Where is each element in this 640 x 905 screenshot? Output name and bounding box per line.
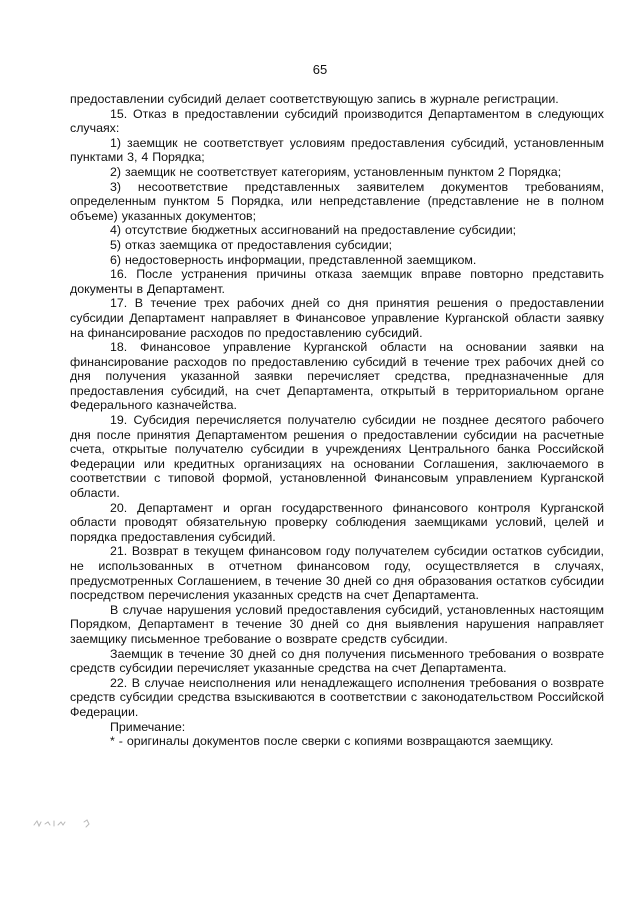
list-item-3: 3) несоответствие представленных заявителем документов требованиям, определенным пунктом 5 Порядка, или непредставление (представление не в полном объеме) указанных документов;	[70, 179, 604, 223]
paragraph-21-violation: В случае нарушения условий предоставления субсидий, установленных настоящим Порядком, Департамент в течение 30 дней со дня выявления нарушения направляет заемщику письменное требование о возврате средств субсидии.	[70, 602, 604, 646]
page-number: 65	[312, 62, 328, 77]
paragraph-16: 16. После устранения причины отказа заемщик вправе повторно представить документы в Департамент.	[70, 267, 604, 296]
list-item-6: 6) недостоверность информации, представленной заемщиком.	[110, 252, 477, 267]
paragraph-18: 18. Финансовое управление Курганской области на основании заявки на финансирование расходов по предоставлению субсидий в течение трех рабочих дней со дня получения указанной заявки перечисляет средства, предназначенные для предоставления субсидий, на счет Департамента, открытый в территориальном органе Федерального казначейства.	[70, 340, 604, 413]
paragraph-15: 15. Отказ в предоставлении субсидий производится Департаментом в следующих случаях:	[70, 106, 604, 136]
note-text: * - оригиналы документов после сверки с копиями возвращаются заемщику.	[110, 734, 554, 749]
paragraph-20: 20. Департамент и орган государственного финансового контроля Курганской области проводят обязательную проверку соблюдения заемщиками условий, целей и порядка предоставления субсидий.	[70, 500, 604, 544]
list-item-2: 2) заемщик не соответствует категориям, установленным пунктом 2 Порядка;	[110, 164, 562, 179]
paragraph-19: 19. Субсидия перечисляется получателю субсидии не позднее десятого рабочего дня после принятия Департаментом решения о предоставлении субсидии на расчетные счета, открытые получателю субсидии в учреждениях Центрального банка Российской Федерации или кредитных организациях на основании Соглашения, заключаемого в соответствии с типовой формой, установленной Финансовым управлением Курганской области.	[70, 413, 604, 501]
list-item-1: 1) заемщик не соответствует условиям предоставления субсидий, установленным пунктами 3, 4 Порядка;	[70, 135, 604, 165]
paragraph-22: 22. В случае неисполнения или ненадлежащего исполнения требования о возврате средств субсидии средства взыскиваются в соответствии с законодательством Российской Федерации.	[70, 675, 604, 719]
paragraph-17: 17. В течение трех рабочих дней со дня принятия решения о предоставлении субсидии Департамент направляет в Финансовое управление Курганской области заявку на финансирование расходов по предоставлению субсидий.	[70, 296, 604, 340]
scan-noise-mark	[32, 816, 102, 830]
list-item-5: 5) отказ заемщика от предоставления субсидии;	[110, 237, 393, 252]
paragraph-continuation: предоставлении субсидий делает соответствующую запись в журнале регистрации.	[70, 92, 559, 106]
list-item-4: 4) отсутствие бюджетных ассигнований на предоставление субсидии;	[110, 223, 517, 238]
paragraph-21: 21. Возврат в текущем финансовом году получателем субсидии остатков субсидии, не использованных в отчетном финансовом году, осуществляется в случаях, предусмотренных Соглашением, в течение 30 дней со дня образования остатков субсидии посредством перечисления указанных средств на счет Департамента.	[70, 544, 604, 603]
paragraph-21-repayment: Заемщик в течение 30 дней со дня получения письменного требования о возврате средств субсидии перечисляет указанные средства на счет Департамента.	[70, 646, 604, 676]
document-body	[70, 92, 604, 749]
note-label: Примечание:	[110, 719, 186, 734]
